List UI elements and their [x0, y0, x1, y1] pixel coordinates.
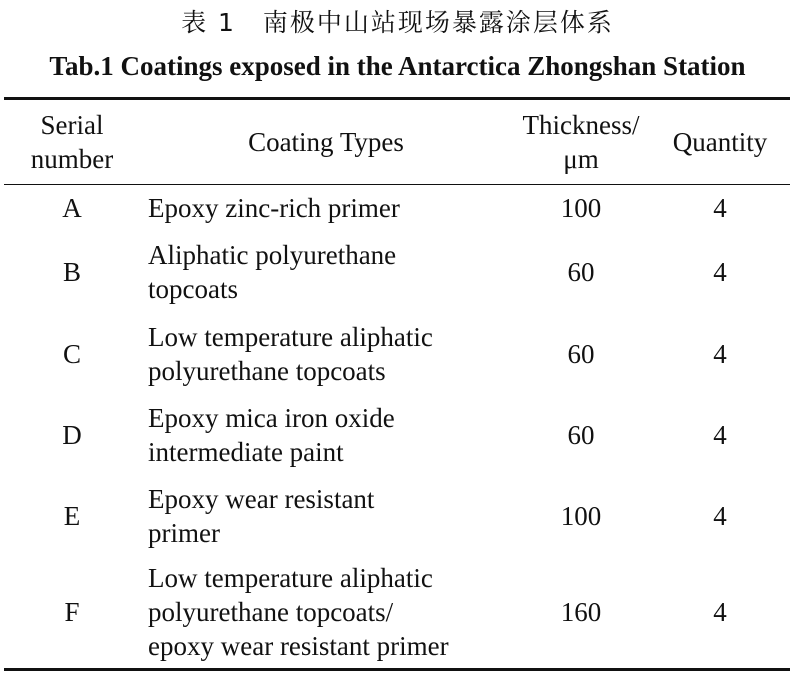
coating-type-line: Epoxy wear resistant: [148, 483, 375, 514]
table-row: [4, 394, 790, 475]
cell-quantity: 4: [713, 338, 727, 369]
cell-quantity: 4: [713, 257, 727, 287]
cell-serial: F: [64, 597, 80, 627]
cell-quantity: 4: [713, 193, 727, 223]
table-row: [4, 185, 790, 231]
cell-serial: E: [63, 500, 81, 531]
coating-type-line: Aliphatic polyurethane: [148, 240, 397, 270]
coating-type-line: epoxy wear resistant primer: [148, 631, 449, 661]
header-serial-line: number: [30, 144, 114, 174]
cell-quantity: 4: [713, 597, 727, 627]
cell-thickness: 100: [560, 193, 602, 223]
cell-thickness: 60: [567, 257, 595, 287]
header-serial-number: [4, 108, 140, 176]
cell-quantity: 4: [713, 500, 727, 531]
table-caption-english: Tab.1 Coatings exposed in the Antarctica Zhongshan Station: [49, 51, 746, 81]
cell-coating-type: [140, 401, 512, 469]
cell-serial: C: [62, 338, 81, 369]
header-thickness: [512, 108, 650, 176]
cell-thickness: 60: [567, 338, 595, 369]
cell-coating-type: [140, 191, 512, 225]
table-row: [4, 475, 790, 556]
coating-type-line: polyurethane topcoats: [148, 355, 386, 386]
cell-coating-type: [140, 561, 512, 663]
cell-serial: B: [62, 257, 81, 287]
table-row: [4, 231, 790, 313]
cell-serial: D: [62, 419, 82, 450]
table-header-row: [4, 100, 790, 185]
table-row: [4, 556, 790, 668]
coating-type-line: primer: [148, 517, 220, 548]
cell-quantity: 4: [713, 419, 727, 450]
cell-serial: A: [62, 193, 82, 223]
header-thickness-line: μm: [563, 144, 599, 174]
header-thickness-line: Thickness/: [522, 110, 640, 140]
coating-type-line: Low temperature aliphatic: [148, 563, 433, 593]
coating-type-line: topcoats: [148, 274, 238, 304]
cell-coating-type: [140, 238, 512, 306]
table-caption-chinese: 表 1 南极中山站现场暴露涂层体系: [181, 8, 614, 37]
table-row: [4, 313, 790, 394]
coating-type-line: Low temperature aliphatic: [148, 321, 433, 352]
coating-type-line: Epoxy mica iron oxide: [148, 402, 395, 433]
header-serial-line: Serial: [40, 110, 104, 140]
header-coating-types: Coating Types: [248, 127, 404, 157]
coating-type-line: intermediate paint: [148, 436, 344, 467]
cell-coating-type: [140, 482, 512, 550]
cell-thickness: 60: [567, 419, 595, 450]
header-quantity: Quantity: [672, 127, 768, 157]
cell-thickness: 100: [560, 500, 602, 531]
cell-thickness: 160: [560, 597, 602, 627]
cell-coating-type: [140, 320, 512, 388]
coatings-table: [4, 97, 790, 671]
coating-type-line: polyurethane topcoats/: [148, 597, 394, 627]
coating-type-line: Epoxy zinc-rich primer: [148, 193, 400, 223]
